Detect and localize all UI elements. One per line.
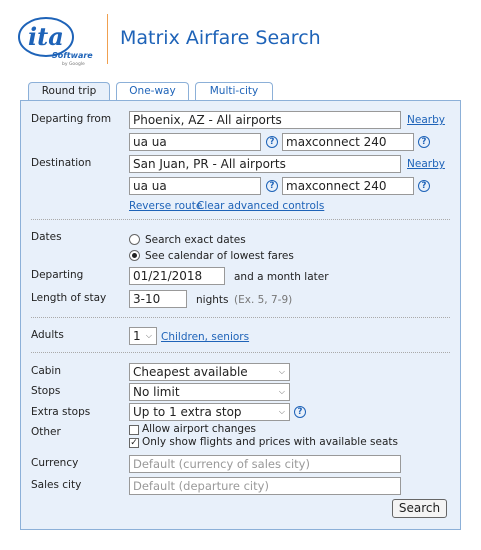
destination-airline-input[interactable]: ua ua [129, 177, 261, 195]
header-divider [107, 14, 108, 64]
departing-label: Departing [31, 269, 84, 281]
extra-stops-select[interactable] [129, 403, 290, 421]
departing-from-label: Departing from [31, 113, 112, 125]
destination-airline-help-icon[interactable]: ? [266, 180, 278, 192]
logo-by-google-text: by Google [62, 62, 85, 67]
extra-stops-label: Extra stops [31, 406, 91, 418]
origin-input[interactable]: Phoenix, AZ - All airports [129, 111, 401, 129]
calendar-lowest-fares-radio[interactable] [129, 250, 140, 261]
reverse-route-link[interactable]: Reverse route [129, 200, 203, 212]
section-divider [31, 317, 450, 318]
chevron-down-icon: ⌵ [278, 367, 285, 376]
search-exact-dates-label: Search exact dates [145, 234, 246, 246]
only-available-seats-checkbox[interactable]: ✓ [130, 438, 138, 448]
stops-select-value: No limit [133, 385, 180, 399]
cabin-select[interactable] [129, 363, 290, 381]
chevron-down-icon: ⌵ [278, 387, 285, 396]
allow-airport-changes-label: Allow airport changes [142, 423, 257, 435]
destination-nearby-link[interactable]: Nearby [407, 158, 445, 170]
sales-city-input[interactable]: Default (departure city) [129, 477, 401, 495]
origin-nearby-link[interactable]: Nearby [407, 114, 445, 126]
dates-label: Dates [31, 231, 62, 243]
logo-ita-text: ita [28, 22, 64, 51]
length-of-stay-label: Length of stay [31, 292, 107, 304]
search-form-panel [20, 100, 461, 530]
origin-airline-help-icon[interactable]: ? [266, 136, 278, 148]
sales-city-label: Sales city [31, 479, 82, 491]
page-title: Matrix Airfare Search [120, 27, 321, 49]
destination-input[interactable]: San Juan, PR - All airports [129, 155, 401, 173]
tab-one-way[interactable]: One-way [116, 82, 189, 101]
search-exact-dates-radio[interactable] [129, 234, 140, 245]
section-divider [31, 219, 450, 220]
origin-routing-help-icon[interactable]: ? [418, 136, 430, 148]
extra-stops-help-icon[interactable]: ? [294, 406, 306, 418]
adults-select-value: 1 [133, 329, 141, 343]
children-seniors-link[interactable]: Children, seniors [161, 331, 250, 343]
stops-label: Stops [31, 385, 61, 397]
clear-advanced-controls-link[interactable]: Clear advanced controls [197, 200, 325, 212]
extra-stops-select-value: Up to 1 extra stop [133, 405, 242, 419]
chevron-down-icon: ⌵ [278, 407, 285, 416]
currency-label: Currency [31, 457, 79, 469]
nights-text: nights [196, 294, 229, 306]
calendar-lowest-fares-label: See calendar of lowest fares [145, 250, 294, 262]
nights-hint-text: (Ex. 5, 7-9) [234, 294, 293, 306]
length-of-stay-input[interactable]: 3-10 [129, 290, 187, 308]
search-button[interactable]: Search [392, 499, 447, 518]
month-later-text: and a month later [234, 271, 329, 283]
currency-input[interactable]: Default (currency of sales city) [129, 455, 401, 473]
section-divider [31, 352, 450, 353]
other-label: Other [31, 426, 61, 438]
only-available-seats-label: Only show flights and prices with available seats [142, 436, 398, 448]
destination-label: Destination [31, 157, 92, 169]
chevron-down-icon: ⌵ [145, 331, 152, 340]
allow-airport-changes-checkbox[interactable] [129, 425, 139, 435]
cabin-select-value: Cheapest available [133, 365, 248, 379]
origin-routing-input[interactable]: maxconnect 240 [282, 133, 414, 151]
origin-airline-input[interactable]: ua ua [129, 133, 261, 151]
ita-software-logo [16, 13, 96, 69]
adults-select[interactable] [129, 327, 157, 345]
trip-type-tabs [28, 82, 279, 101]
cabin-label: Cabin [31, 365, 62, 377]
destination-routing-input[interactable]: maxconnect 240 [282, 177, 414, 195]
logo-software-text: Software [52, 51, 93, 60]
destination-routing-help-icon[interactable]: ? [418, 180, 430, 192]
tab-round-trip[interactable]: Round trip [28, 82, 110, 102]
departing-date-input[interactable]: 01/21/2018 [129, 267, 225, 285]
tab-multi-city[interactable]: Multi-city [195, 82, 273, 101]
adults-label: Adults [31, 329, 64, 341]
stops-select[interactable] [129, 383, 290, 401]
